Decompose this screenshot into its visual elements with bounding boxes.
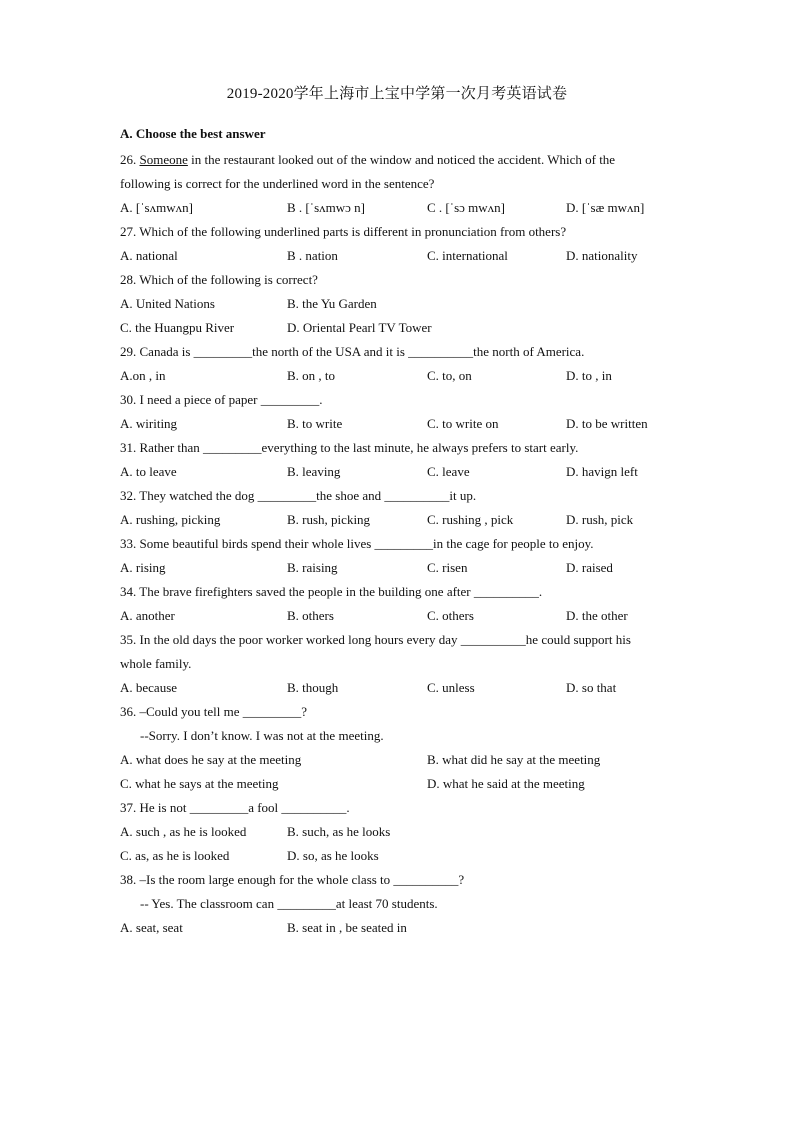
exam-title: 2019-2020学年上海市上宝中学第一次月考英语试卷 xyxy=(226,86,568,102)
option-a[interactable]: A. because xyxy=(120,680,178,695)
option-b[interactable]: B . nation xyxy=(287,248,338,263)
question-27-options xyxy=(120,244,680,268)
option-a[interactable]: A. rising xyxy=(120,560,166,575)
question-38-options xyxy=(120,916,680,940)
question-30: 30. I need a piece of paper _________. xyxy=(120,392,323,407)
option-b[interactable]: B . [ˈsʌmwɔ n] xyxy=(287,200,365,215)
option-c[interactable]: C. leave xyxy=(427,464,470,479)
option-a[interactable]: A. national xyxy=(120,248,178,263)
question-26-options xyxy=(120,196,680,220)
option-c[interactable]: C. risen xyxy=(427,560,468,575)
question-text: in the restaurant looked out of the window and noticed the accident. Which of the xyxy=(187,152,616,167)
question-list xyxy=(120,148,680,940)
question-37: 37. He is not _________a fool __________. xyxy=(120,800,350,815)
option-a[interactable]: A. [ˈsʌmwʌn] xyxy=(120,200,193,215)
question-27: 27. Which of the following underlined parts is different in pronunciation from others? xyxy=(120,224,567,239)
option-c[interactable]: C. unless xyxy=(427,680,475,695)
option-a[interactable]: A. wiriting xyxy=(120,416,178,431)
option-c[interactable]: C. others xyxy=(427,608,474,623)
question-26-continued: following is correct for the underlined word in the sentence? xyxy=(120,176,435,191)
option-b[interactable]: B. leaving xyxy=(287,464,341,479)
option-b[interactable]: B. rush, picking xyxy=(287,512,371,527)
option-d[interactable]: D. nationality xyxy=(566,248,638,263)
option-d[interactable]: D. so, as he looks xyxy=(287,848,379,863)
option-d[interactable]: D. what he said at the meeting xyxy=(427,776,585,791)
question-36-options-row2 xyxy=(120,772,680,796)
option-b[interactable]: B. the Yu Garden xyxy=(287,296,377,311)
option-c[interactable]: C. international xyxy=(427,248,508,263)
question-number: 26. xyxy=(120,152,140,167)
question-38-reply: -- Yes. The classroom can _________at least 70 students. xyxy=(140,896,438,911)
question-26 xyxy=(120,148,680,172)
option-a[interactable]: A. United Nations xyxy=(120,296,215,311)
underlined-word: Someone xyxy=(139,152,188,167)
option-b[interactable]: B. what did he say at the meeting xyxy=(427,752,601,767)
option-a[interactable]: A. such , as he is looked xyxy=(120,824,247,839)
option-a[interactable]: A. rushing, picking xyxy=(120,512,221,527)
option-b[interactable]: B. such, as he looks xyxy=(287,824,391,839)
option-d[interactable]: D. Oriental Pearl TV Tower xyxy=(287,320,432,335)
question-37-options-row2 xyxy=(120,844,680,868)
question-35-continued: whole family. xyxy=(120,656,192,671)
option-c[interactable]: C. to write on xyxy=(427,416,499,431)
section-heading: A. Choose the best answer xyxy=(120,126,266,141)
option-a[interactable]: A.on , in xyxy=(120,368,166,383)
option-b[interactable]: B. others xyxy=(287,608,334,623)
question-33-options xyxy=(120,556,680,580)
option-c[interactable]: C . [ˈsɔ mwʌn] xyxy=(427,200,505,215)
option-c[interactable]: C. rushing , pick xyxy=(427,512,514,527)
option-d[interactable]: D. rush, pick xyxy=(566,512,634,527)
option-b[interactable]: B. raising xyxy=(287,560,338,575)
question-33: 33. Some beautiful birds spend their whole lives _________in the cage for people to enjoy. xyxy=(120,536,594,551)
question-37-options-row1 xyxy=(120,820,680,844)
question-36: 36. –Could you tell me _________? xyxy=(120,704,308,719)
option-b[interactable]: B. to write xyxy=(287,416,343,431)
question-35-options xyxy=(120,676,680,700)
question-30-options xyxy=(120,412,680,436)
question-32: 32. They watched the dog _________the shoe and __________it up. xyxy=(120,488,477,503)
question-38: 38. –Is the room large enough for the whole class to __________? xyxy=(120,872,465,887)
option-a[interactable]: A. seat, seat xyxy=(120,920,183,935)
question-32-options xyxy=(120,508,680,532)
option-d[interactable]: D. havign left xyxy=(566,464,638,479)
question-28-options-row2 xyxy=(120,316,680,340)
option-c[interactable]: C. the Huangpu River xyxy=(120,320,235,335)
option-d[interactable]: D. the other xyxy=(566,608,628,623)
option-c[interactable]: C. to, on xyxy=(427,368,472,383)
option-d[interactable]: D. so that xyxy=(566,680,617,695)
question-31: 31. Rather than _________everything to the last minute, he always prefers to start early. xyxy=(120,440,579,455)
question-34: 34. The brave firefighters saved the people in the building one after __________. xyxy=(120,584,543,599)
option-b[interactable]: B. on , to xyxy=(287,368,336,383)
option-a[interactable]: A. another xyxy=(120,608,175,623)
option-d[interactable]: D. [ˈsæ mwʌn] xyxy=(566,200,645,215)
option-d[interactable]: D. to be written xyxy=(566,416,648,431)
option-a[interactable]: A. what does he say at the meeting xyxy=(120,752,302,767)
option-d[interactable]: D. raised xyxy=(566,560,613,575)
question-28: 28. Which of the following is correct? xyxy=(120,272,318,287)
question-35: 35. In the old days the poor worker worked long hours every day __________he could support his xyxy=(120,632,631,647)
question-34-options xyxy=(120,604,680,628)
question-29-options xyxy=(120,364,680,388)
question-28-options-row1 xyxy=(120,292,680,316)
option-c[interactable]: C. what he says at the meeting xyxy=(120,776,279,791)
option-d[interactable]: D. to , in xyxy=(566,368,612,383)
option-b[interactable]: B. though xyxy=(287,680,339,695)
option-c[interactable]: C. as, as he is looked xyxy=(120,848,230,863)
question-36-options-row1 xyxy=(120,748,680,772)
option-a[interactable]: A. to leave xyxy=(120,464,177,479)
question-36-reply: --Sorry. I don’t know. I was not at the meeting. xyxy=(140,728,384,743)
question-29: 29. Canada is _________the north of the USA and it is __________the north of America. xyxy=(120,344,585,359)
question-31-options xyxy=(120,460,680,484)
option-b[interactable]: B. seat in , be seated in xyxy=(287,920,407,935)
